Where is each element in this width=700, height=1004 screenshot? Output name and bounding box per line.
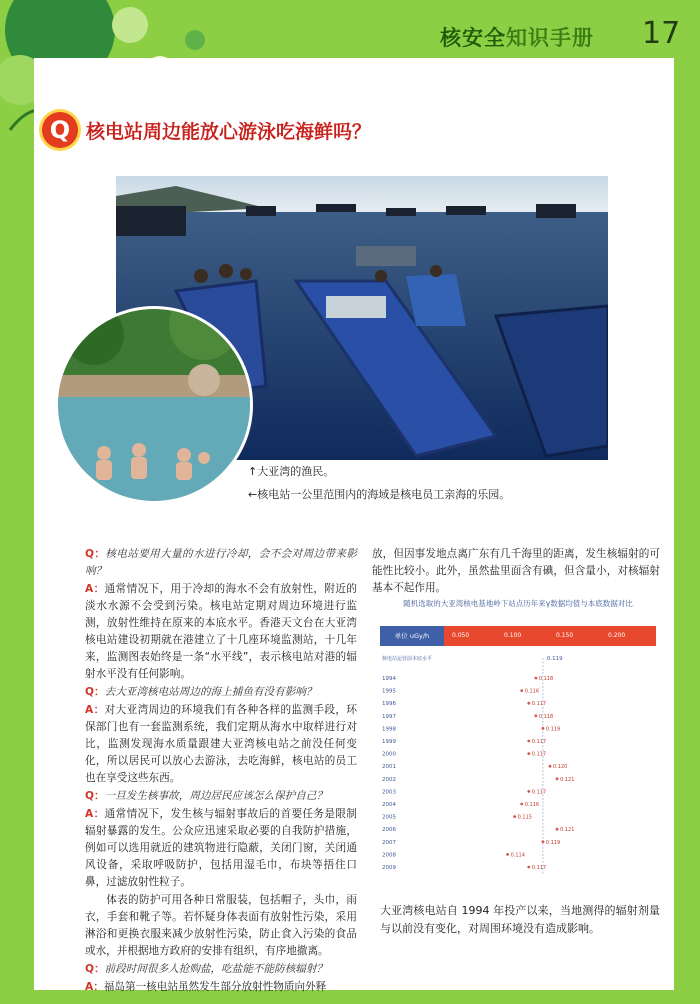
answer-3 <box>85 806 357 891</box>
data-point <box>520 689 523 692</box>
answer-1-text: 通常情况下，用于冷却的海水不会有放射性，附近的淡水水源不会受到污染。核电站定期对周边环境进行监测，放射性维持在原来的本底水平。香港天文台在大亚湾核电站建设初期就在港建立了十几座环境监测站，十几年来，监测图表始终是一条“水平线”，表示核电站对港的辐射水平没有任何影响。 <box>85 583 357 680</box>
answer-5-text: 福岛第一核电站虽然发生部分放射性物质向外释 <box>103 981 327 993</box>
question-heading <box>42 110 602 150</box>
data-point <box>513 815 516 818</box>
q-label: Q： <box>85 548 106 560</box>
data-point <box>527 702 530 705</box>
book-title-part2: 知识手册 <box>506 26 594 50</box>
answer-2 <box>85 702 357 787</box>
answer-5 <box>85 979 357 996</box>
chart-caption: 大亚湾核电站自 1994 年投产以来，当地测得的辐射剂量与以前没有变化，对周围环境没有造成影响。 <box>380 904 660 935</box>
year-tick-label: 2009 <box>382 865 396 871</box>
data-value-label: 0.116 <box>524 802 540 808</box>
data-point <box>549 765 552 768</box>
qa-right-column <box>372 546 660 597</box>
data-value-label: 0.117 <box>531 865 547 871</box>
data-value-label: 0.115 <box>517 814 532 821</box>
chart-scale-bar <box>380 626 656 646</box>
baseline-label: 核电站运营前本底水平 <box>382 656 433 662</box>
year-tick-label: 1998 <box>382 726 396 733</box>
year-tick-label: 2001 <box>382 764 396 771</box>
data-point <box>534 677 537 680</box>
year-tick-label: 2003 <box>382 789 396 796</box>
page-number: 17 <box>642 16 681 51</box>
data-value-label: 0.121 <box>560 827 575 834</box>
chart-scale <box>444 626 656 646</box>
data-point <box>506 853 509 856</box>
answer-3-text: 通常情况下，发生核与辐射事故后的首要任务是限制辐射暴露的发生。公众应迅速采取必要的自我防护措施，例如可以选用就近的建筑物进行隐蔽，关闭门窗，关闭通风设备，采取呼吸防护，包括用湿毛巾，布块等捂住口鼻，过滤放射性粒子。 <box>85 808 357 888</box>
question-5 <box>85 961 357 978</box>
year-tick-label: 2002 <box>382 776 396 783</box>
question-2-text: 去大亚湾核电站周边的海上捕鱼有没有影响？ <box>104 686 317 698</box>
answer-5-continued: 放，但因事发地点离广东有几千海里的距离，发生核辐射的可能性比较小。此外，虽然盐里面含有碘，但含量小，对核辐射基本不起作用。 <box>372 548 660 594</box>
data-value-label: 0.121 <box>560 776 575 783</box>
book-title <box>440 22 594 52</box>
baseline-value-label: 0.119 <box>546 656 563 662</box>
year-tick-label: 1995 <box>382 688 396 695</box>
photo-caption-1-text: 大亚湾的渔民。 <box>257 465 335 478</box>
data-value-label: 0.118 <box>538 676 554 682</box>
q-label: Q： <box>85 686 105 698</box>
chart-unit-label: 单位 uGy/h <box>380 626 444 646</box>
data-value-label: 0.117 <box>531 789 547 796</box>
chart-title: 随机选取的大亚湾核电基地岭下站点历年来γ数据均值与本底数据对比 <box>403 599 633 608</box>
swimmers-photo <box>54 305 254 505</box>
data-value-label: 0.118 <box>538 713 554 720</box>
question-3-text: 一旦发生核事故，周边居民应该怎么保护自己？ <box>104 790 328 802</box>
year-tick-label: 1994 <box>382 676 396 682</box>
paragraph-4: 体表的防护可用各种日常服装，包括帽子，头巾，雨衣，手套和靴子等。若怀疑身体表面有放射性污染，采用淋浴和更换衣服来减少放射性污染，防止食入污染的食品或水，并根据地方政府的安排有组织，有序地撤离。 <box>85 894 357 957</box>
a-label: A： <box>85 981 104 993</box>
answer-1 <box>85 581 357 683</box>
a-label: A： <box>85 808 105 820</box>
data-point <box>542 727 545 730</box>
data-point <box>527 740 530 743</box>
data-point <box>520 803 523 806</box>
data-value-label: 0.117 <box>531 739 547 745</box>
data-value-label: 0.116 <box>524 688 540 695</box>
data-value-label: 0.119 <box>545 726 561 733</box>
a-label: A： <box>85 583 105 595</box>
answer-2-text: 对大亚湾周边的环境我们有各种各样的监测手段，环保部门也有一套监测系统，我们定期从海水中取样进行对比，监测发现海水质量跟建大亚湾核电站之前没任何变化，所以居民可以放心去游泳，去吃海鲜，核电站的员工也在享受这些东西。 <box>85 704 357 784</box>
q-label: Q： <box>85 963 105 975</box>
q-label: Q： <box>85 790 105 802</box>
question-2 <box>85 684 357 701</box>
data-value-label: 0.119 <box>545 839 561 846</box>
data-value-label: 0.117 <box>531 701 547 708</box>
scale-label: 0.100 <box>504 632 522 639</box>
data-value-label: 0.120 <box>553 764 568 771</box>
data-point <box>527 866 530 869</box>
year-tick-label: 2005 <box>382 814 396 821</box>
year-tick-label: 1996 <box>382 701 396 708</box>
scale-label: 0.150 <box>556 632 574 639</box>
year-tick-label: 1999 <box>382 739 396 745</box>
data-point <box>556 777 559 780</box>
data-point <box>542 840 545 843</box>
heading-title: 核电站周边能放心游泳吃海鲜吗？ <box>86 120 372 143</box>
scale-label: 0.050 <box>452 632 470 639</box>
question-5-text: 前段时间很多人抢购盐，吃盐能不能防核辐射？ <box>104 963 328 975</box>
year-tick-label: 2004 <box>382 802 396 808</box>
year-tick-label: 2000 <box>382 751 396 758</box>
q-badge: Q <box>42 112 78 148</box>
year-tick-label: 2006 <box>382 827 396 834</box>
data-point <box>534 714 537 717</box>
data-point <box>527 790 530 793</box>
year-tick-label: 1997 <box>382 713 396 720</box>
qa-left-column <box>85 546 357 997</box>
book-title-part1: 核安全 <box>440 26 506 50</box>
year-tick-label: 2008 <box>382 852 396 859</box>
question-1-text: 核电站要用大量的水进行冷却，会不会对周边带来影响？ <box>85 548 357 577</box>
data-value-label: 0.114 <box>510 852 525 859</box>
data-point <box>556 828 559 831</box>
data-value-label: 0.117 <box>531 751 547 758</box>
chart-plot <box>380 650 656 876</box>
year-tick-label: 2007 <box>382 839 396 846</box>
photo-caption-2-text: 核电站一公里范围内的海域是核电员工亲海的乐园。 <box>257 488 511 501</box>
photo-caption-2: ←核电站一公里范围内的海域是核电员工亲海的乐园。 <box>248 488 511 501</box>
a-label: A： <box>85 704 105 716</box>
scale-label: 0.200 <box>608 632 626 639</box>
photo-caption-1: ↑大亚湾的渔民。 <box>248 465 335 478</box>
question-3 <box>85 788 357 805</box>
question-1 <box>85 546 357 580</box>
radiation-chart <box>380 598 656 878</box>
data-point <box>527 752 530 755</box>
